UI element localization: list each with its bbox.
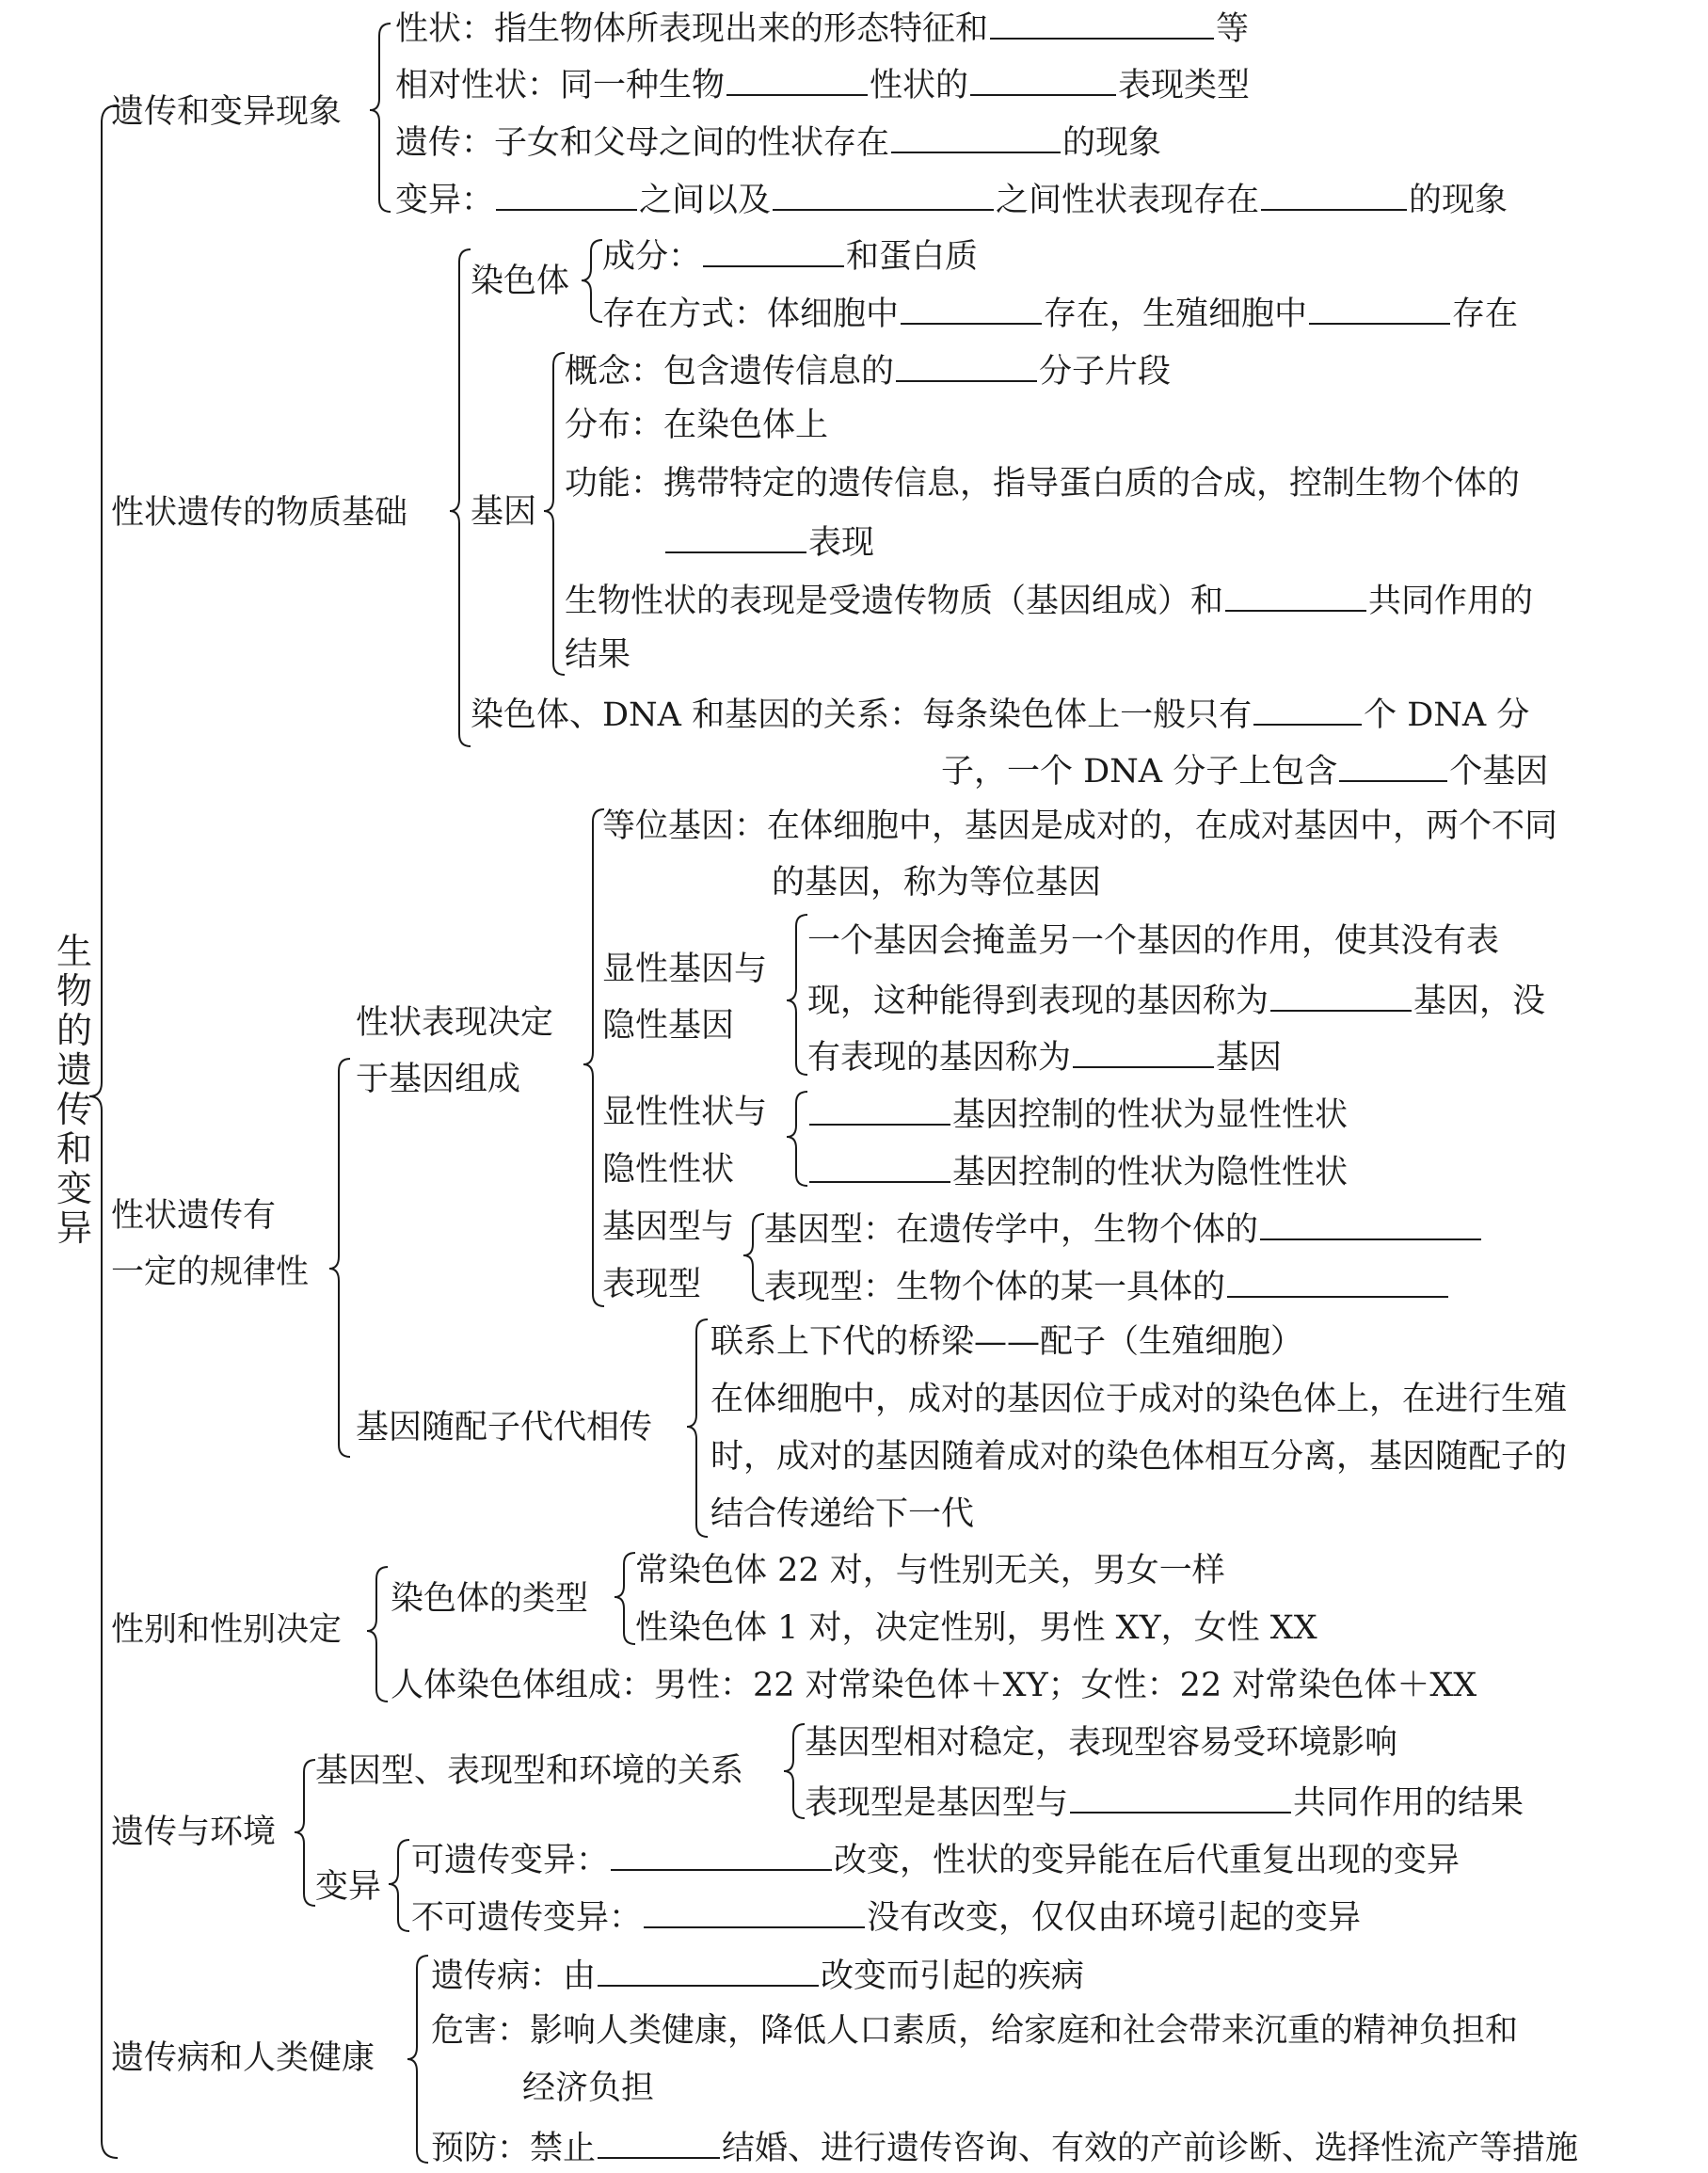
chromosome-dna-gene-relation-2: 子，一个 DNA 分子上包含 个基因 xyxy=(941,748,1548,790)
blank xyxy=(1270,978,1412,1012)
genotype-phenotype-2: 表现型 xyxy=(602,1266,702,1303)
gene-concept: 概念：包含遗传信息的 分子片段 xyxy=(565,348,1171,390)
blank xyxy=(990,6,1214,40)
topic-heredity-variation: 遗传和变异现象 xyxy=(111,93,343,131)
blank xyxy=(1309,291,1450,325)
topic-material-basis: 性状遗传的物质基础 xyxy=(111,494,408,532)
blank xyxy=(1073,1034,1214,1068)
genotype-phenotype-1: 基因型与 xyxy=(602,1208,735,1246)
dominant-recessive-gene-2: 隐性基因 xyxy=(602,1007,735,1045)
genotype-definition: 基因型：在遗传学中，生物个体的 xyxy=(764,1206,1483,1248)
blank xyxy=(598,2125,720,2159)
genetic-disease-prevention: 预防：禁止 结婚、进行遗传咨询、有效的产前诊断、选择性流产等措施 xyxy=(431,2125,1578,2166)
autosome-line: 常染色体 22 对，与性别无关，男女一样 xyxy=(635,1552,1225,1590)
genotype-environment-relation: 基因型、表现型和环境的关系 xyxy=(315,1752,744,1790)
gene-transmission-1: 联系上下代的桥梁——配子（生殖细胞） xyxy=(710,1323,1304,1361)
trait-expression: 生物性状的表现是受遗传物质（基因组成）和 共同作用的 xyxy=(565,578,1533,619)
dominant-gene-line-1: 一个基因会掩盖另一个基因的作用，使其没有表 xyxy=(807,922,1500,960)
blank xyxy=(896,348,1037,382)
allele-definition: 等位基因：在体细胞中，基因是成对的，在成对基因中，两个不同 xyxy=(602,807,1558,845)
blank xyxy=(773,177,994,211)
dominant-gene-line-3: 有表现的基因称为 基因 xyxy=(807,1034,1282,1076)
blank xyxy=(598,1953,819,1987)
gene-function-2: 表现 xyxy=(663,519,874,561)
chromosome-label: 染色体 xyxy=(471,263,570,300)
variation-label: 变异 xyxy=(315,1868,382,1906)
heredity-definition: 遗传：子女和父母之间的性状存在 的现象 xyxy=(395,120,1161,161)
gene-transmission-3: 时，成对的基因随着成对的染色体相互分离，基因随配子的 xyxy=(710,1438,1568,1476)
allele-definition-2: 的基因，称为等位基因 xyxy=(772,864,1102,902)
dominant-recessive-trait-2: 隐性性状 xyxy=(602,1151,735,1189)
human-chromosome-composition: 人体染色体组成：男性：22 对常染色体＋XY；女性：22 对常染色体＋XX xyxy=(391,1667,1477,1704)
gene-transmission-2: 在体细胞中，成对的基因位于成对的染色体上，在进行生殖 xyxy=(710,1381,1568,1418)
chromosome-dna-gene-relation: 染色体、DNA 和基因的关系：每条染色体上一般只有 个 DNA 分 xyxy=(471,692,1529,733)
gene-determines-2: 于基因组成 xyxy=(356,1061,521,1098)
heritable-variation: 可遗传变异： 改变，性状的变异能在后代重复出现的变异 xyxy=(411,1837,1460,1878)
topic-sex-determination: 性别和性别决定 xyxy=(111,1611,343,1649)
blank xyxy=(496,177,637,211)
gene-determines-1: 性状表现决定 xyxy=(356,1004,554,1042)
blank xyxy=(809,1149,950,1183)
chromosome-existence: 存在方式：体细胞中 存在，生殖细胞中 存在 xyxy=(602,291,1518,332)
topic-genetic-disease: 遗传病和人类健康 xyxy=(111,2039,375,2077)
phenotype-definition: 表现型：生物个体的某一具体的 xyxy=(764,1264,1450,1305)
dominant-trait-line: 基因控制的性状为显性性状 xyxy=(807,1092,1348,1133)
gene-transmission-4: 结合传递给下一代 xyxy=(710,1495,975,1533)
genetic-disease-harm: 危害：影响人类健康，降低人口素质，给家庭和社会带来沉重的精神负担和 xyxy=(431,2012,1519,2050)
gene-transmission-label: 基因随配子代代相传 xyxy=(356,1409,653,1446)
relative-trait: 相对性状：同一种生物 性状的 表现类型 xyxy=(395,62,1250,104)
blank xyxy=(665,519,806,553)
sex-chromosome-line: 性染色体 1 对，决定性别，男性 XY，女性 XX xyxy=(635,1609,1317,1647)
blank xyxy=(1227,1264,1448,1298)
root-title: 生物的遗传和变异 xyxy=(56,931,92,1249)
dominant-gene-line-2: 现，这种能得到表现的基因称为 基因，没 xyxy=(807,978,1545,1019)
chromosome-type-label: 染色体的类型 xyxy=(391,1580,589,1618)
blank xyxy=(1070,1780,1291,1813)
blank xyxy=(901,291,1042,325)
topic-regularity-1: 性状遗传有 xyxy=(111,1197,277,1235)
blank xyxy=(1339,748,1447,782)
dominant-recessive-gene-1: 显性基因与 xyxy=(602,951,768,988)
gene-function: 功能：携带特定的遗传信息，指导蛋白质的合成，控制生物个体的 xyxy=(565,465,1521,503)
blank xyxy=(1253,692,1362,726)
nonheritable-variation: 不可遗传变异： 没有改变，仅仅由环境引起的变异 xyxy=(411,1894,1361,1936)
blank xyxy=(611,1837,832,1871)
relation-line-2: 表现型是基因型与 共同作用的结果 xyxy=(805,1780,1524,1821)
blank xyxy=(1225,578,1366,612)
dominant-recessive-trait-1: 显性性状与 xyxy=(602,1094,768,1131)
blank xyxy=(1261,177,1407,211)
blank xyxy=(703,233,844,267)
relation-line-1: 基因型相对稳定，表现型容易受环境影响 xyxy=(805,1724,1398,1762)
gene-distribution: 分布：在染色体上 xyxy=(565,407,829,444)
trait-expression-2: 结果 xyxy=(565,636,631,674)
blank xyxy=(726,62,868,96)
genetic-disease-harm-2: 经济负担 xyxy=(522,2069,655,2107)
blank xyxy=(1260,1206,1481,1240)
topic-regularity-2: 一定的规律性 xyxy=(111,1254,310,1291)
topic-heredity-environment: 遗传与环境 xyxy=(111,1813,277,1851)
trait-definition: 性状：指生物体所表现出来的形态特征和 等 xyxy=(395,6,1249,47)
chromosome-composition: 成分： 和蛋白质 xyxy=(602,233,978,275)
genetic-disease-definition: 遗传病：由 改变而引起的疾病 xyxy=(431,1953,1084,1994)
blank xyxy=(644,1894,865,1928)
recessive-trait-line: 基因控制的性状为隐性性状 xyxy=(807,1149,1348,1190)
blank xyxy=(809,1092,950,1126)
blank xyxy=(970,62,1116,96)
variation-definition: 变异： 之间以及 之间性状表现存在 的现象 xyxy=(395,177,1508,218)
gene-label: 基因 xyxy=(471,493,537,531)
blank xyxy=(891,120,1061,153)
